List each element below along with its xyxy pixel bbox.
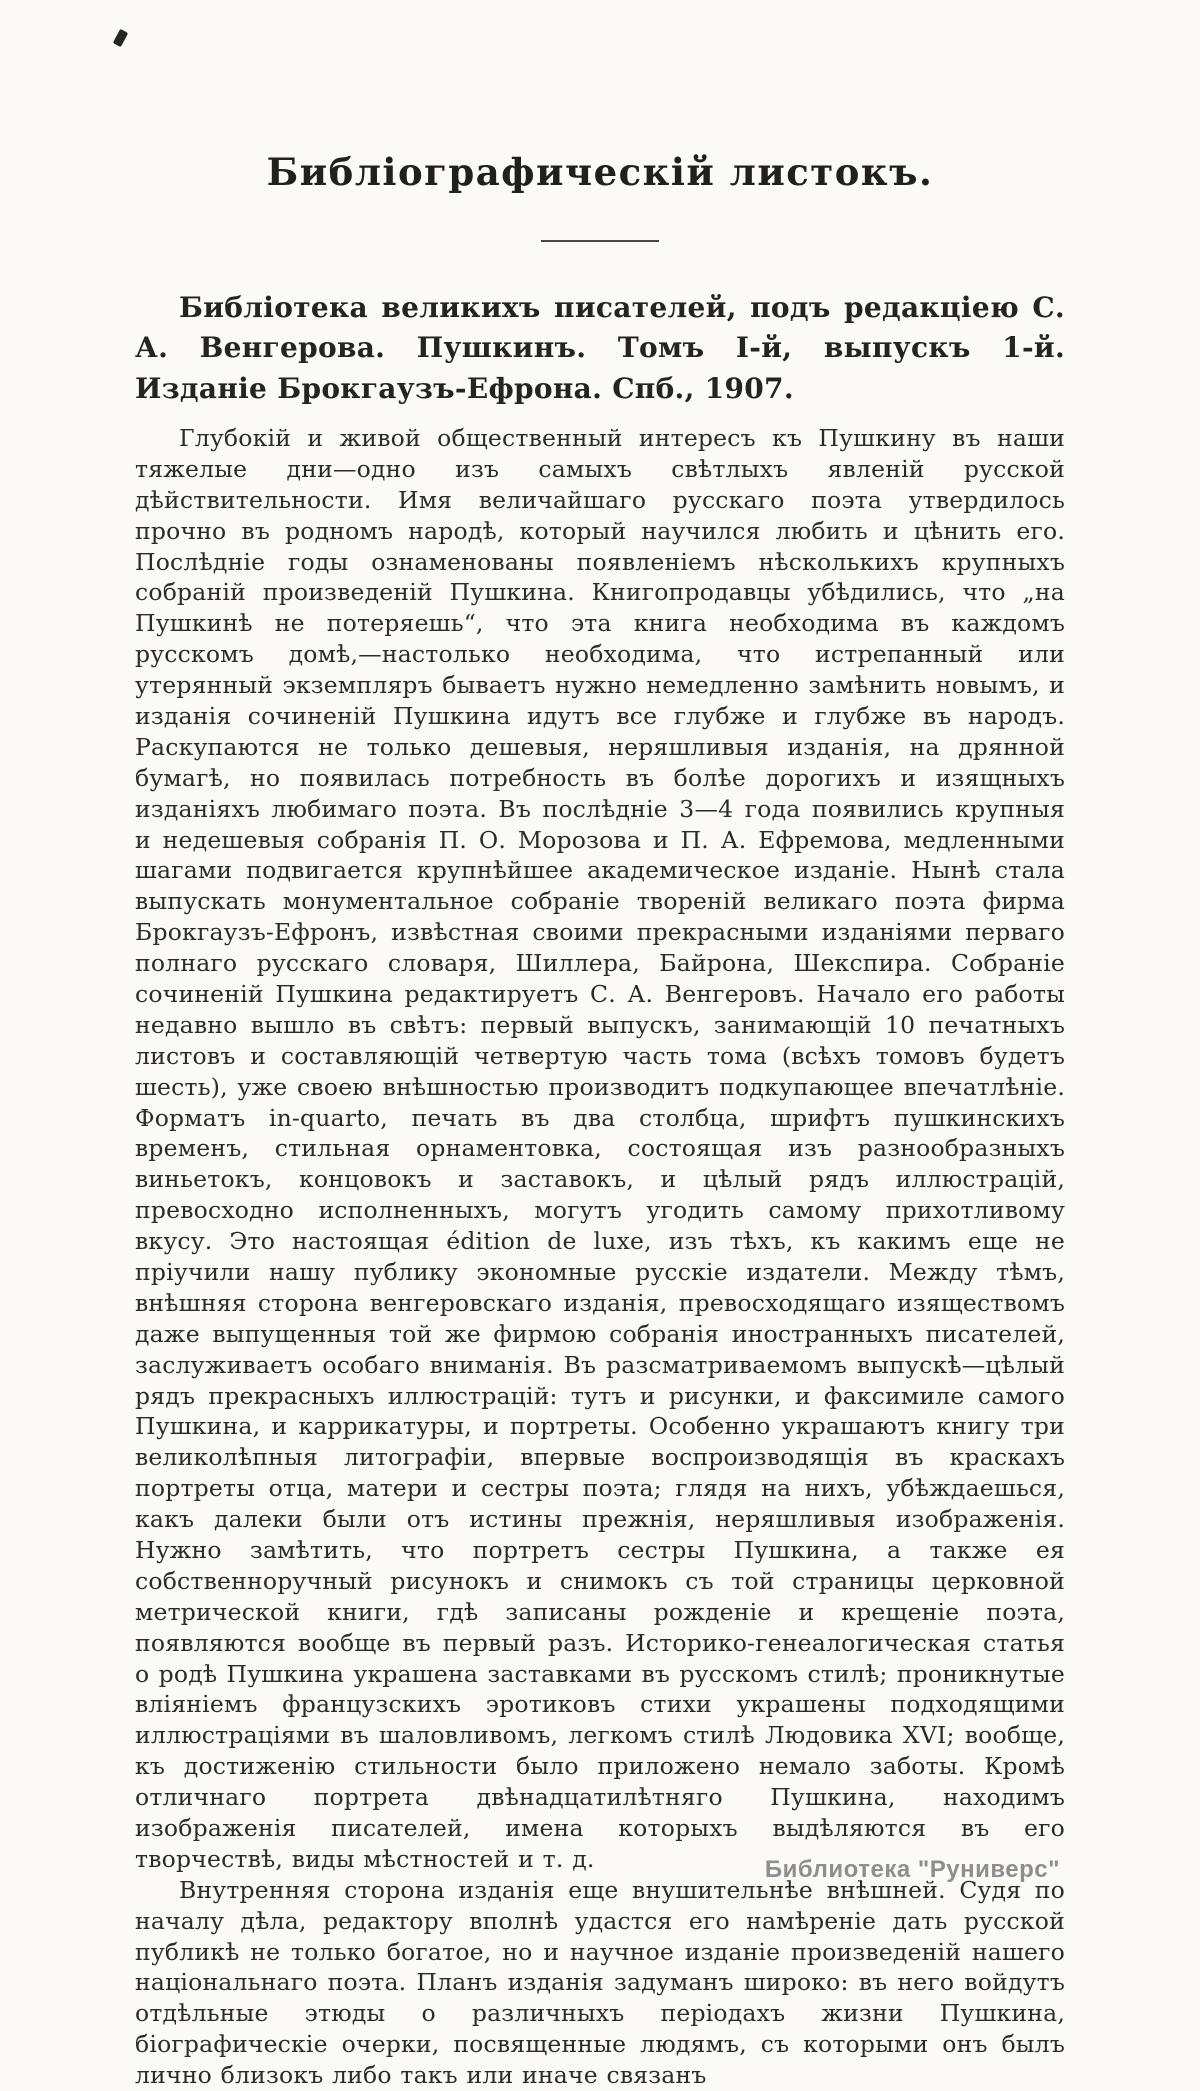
bibliography-entry-heading: Библіотека великихъ писателей, подъ редакціею С. А. Венгерова. Пушкинъ. Томъ I-й, выпускъ 1-й. Изданіе Брокгаузъ-Ефрона. Спб., 1907. xyxy=(135,291,1065,405)
scan-artifact xyxy=(113,29,128,47)
page-title: Библіографическій листокъ. xyxy=(266,150,934,194)
body-paragraph: Глубокій и живой общественный интересъ къ Пушкину въ наши тяжелые дни—одно изъ самыхъ свѣтлыхъ явленій русской дѣйствительности. Имя величайшаго русскаго поэта утвердилось прочно въ родномъ народѣ, который научился любить и цѣнить его. Послѣдніе годы ознаменованы появленіемъ нѣсколькихъ крупныхъ собраній произведеній Пушкина. Книгопродавцы убѣдились, что „на Пушкинѣ не потеряешь“, что эта книга необходима въ каждомъ русскомъ домѣ,—настолько необходима, что истрепанный или утерянный экземпляръ бываетъ нужно немедленно замѣнить новымъ, и изданія сочиненій Пушкина идутъ все глубже и глубже въ народъ. Раскупаются не только дешевыя, неряшливыя изданія, на дрянной бумагѣ, но появилась потребность въ болѣе дорогихъ и изящныхъ изданіяхъ любимаго поэта. Въ послѣдніе 3—4 года появились крупныя и недешевыя собранія П. О. Морозова и П. А. Ефремова, медленными шагами подвигается крупнѣйшее академическое изданіе. Нынѣ стала выпускать монументальное собраніе твореній великаго поэта фирма Брокгаузъ-Ефронъ, извѣстная своими прекрасными изданіями перваго полнаго русскаго словаря, Шиллера, Байрона, Шекспира. Собраніе сочиненій Пушкина редактируетъ С. А. Венгеровъ. Начало его работы недавно вышло въ свѣтъ: первый выпускъ, занимающій 10 печатныхъ листовъ и составляющій четвертую часть тома (всѣхъ томовъ будетъ шесть), уже своею внѣшностью производитъ подкупающее впечатлѣніе. Форматъ in-quarto, печать въ два столбца, шрифтъ пушкинскихъ временъ, стильная орнаментовка, состоящая изъ разнообразныхъ виньетокъ, концовокъ и заставокъ, и цѣлый рядъ иллюстрацій, превосходно исполненныхъ, могутъ угодить самому прихотливому вкусу. Это настоящая édition de luxe, изъ тѣхъ, къ какимъ еще не пріучили нашу публику экономные русскіе издатели. Между тѣмъ, внѣшняя сторона венгеровскаго изданія, превосходящаго изяществомъ даже выпущенныя той же фирмою собранія иностранныхъ писателей, заслуживаетъ особаго вниманія. Въ разсматриваемомъ выпускѣ—цѣлый рядъ прекрасныхъ иллюстрацій: тутъ и рисунки, и факсимиле самого Пушкина, и каррикатуры, и портреты. Особенно украшаютъ книгу три великолѣпныя литографіи, впервые воспроизводящія въ краскахъ портреты отца, матери и сестры поэта; глядя на нихъ, убѣждаешься, какъ далеки были отъ истины прежнія, неряшливыя изображенія. Нужно замѣтить, что портретъ сестры Пушкина, а также ея собственноручный рисунокъ и снимокъ съ той страницы церковной метрической книги, гдѣ записаны рожденіе и крещеніе поэта, появляются вообще въ первый разъ. Историко-генеалогическая статья о родѣ Пушкина украшена заставками въ русскомъ стилѣ; проникнутые вліяніемъ французскихъ эротиковъ стихи украшены подходящими иллюстраціями въ шаловливомъ, легкомъ стилѣ Людовика XVI; вообще, къ достиженію стильности было приложено немало заботы. Кромѣ отличнаго портрета двѣнадцатилѣтняго Пушкина, находимъ изображенія писателей, имена которыхъ выдѣляются въ его творчествѣ, виды мѣстностей и т. д. xyxy=(135,423,1065,1873)
title-divider xyxy=(541,240,659,242)
body-paragraph: Внутренняя сторона изданія еще внушительнѣе внѣшней. Судя по началу дѣла, редактору вполнѣ удастся его намѣреніе дать русской публикѣ не только богатое, но и научное изданіе произведеній нашего національнаго поэта. Планъ изданія задуманъ широко: въ него войдутъ отдѣльные этюды о различныхъ періодахъ жизни Пушкина, біографическіе очерки, посвященные людямъ, съ которыми онъ былъ лично близокъ либо такъ или иначе связанъ xyxy=(135,1875,1065,2090)
scanned-document-page xyxy=(135,0,1065,2091)
library-watermark: Библиотека "Руниверс" xyxy=(764,1856,1060,1883)
